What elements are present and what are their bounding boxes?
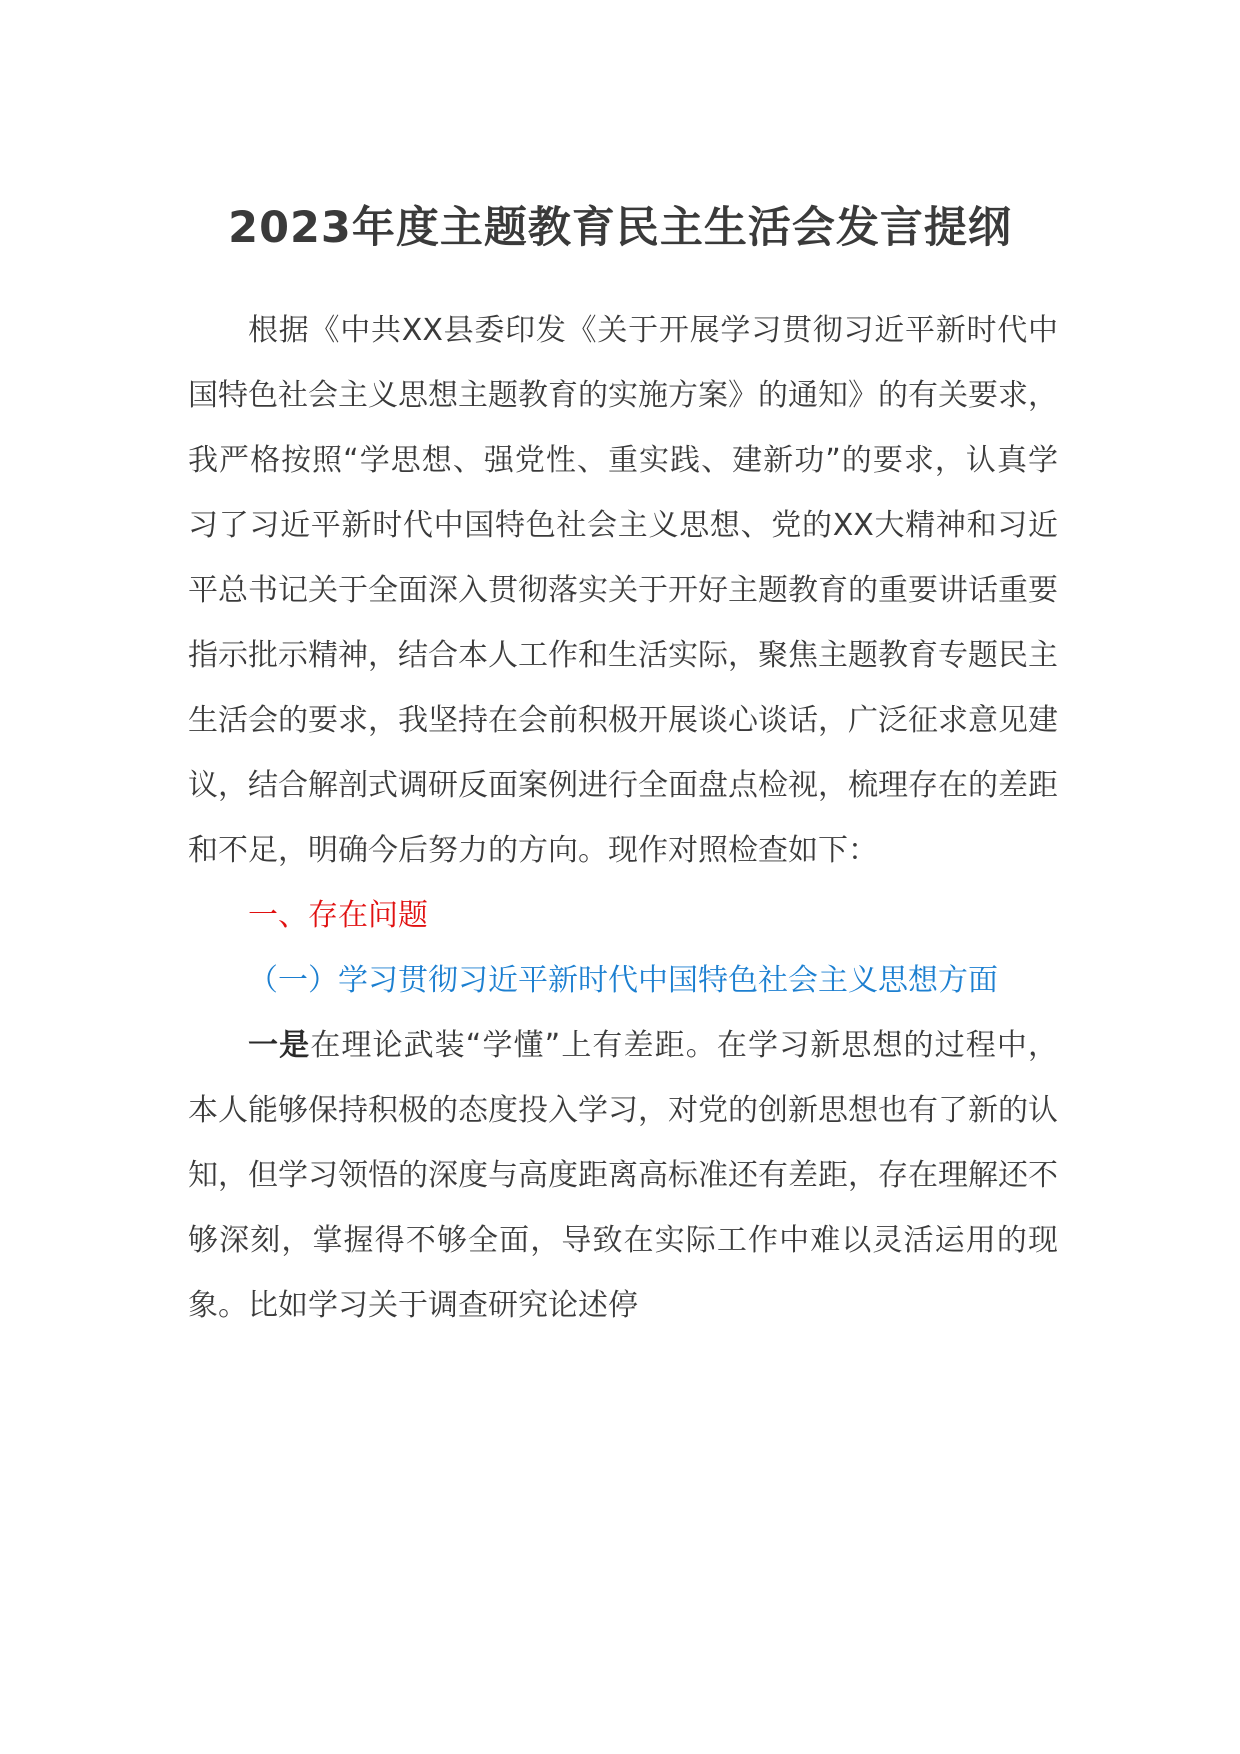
point-one-paragraph xyxy=(188,1013,1058,1338)
section-heading: 一、存在问题 xyxy=(248,898,428,933)
point-one-text: 在理论武装“学懂”上有差距。在学习新思想的过程中，本人能够保持积极的态度投入学习，对党的创新思想也有了新的认知，但学习领悟的深度与高度距离高标准还有差距，存在理解还不够深刻，掌握得不够全面，导致在实际工作中难以灵活运用的现象。比如学习关于调查研究论述停 xyxy=(188,1028,1059,1323)
intro-paragraph: 根据《中共XX县委印发《关于开展学习贯彻习近平新时代中国特色社会主义思想主题教育的实施方案》的通知》的有关要求，我严格按照“学思想、强党性、重实践、建新功”的要求，认真学习了习近平新时代中国特色社会主义思想、党的XX大精神和习近平总书记关于全面深入贯彻落实关于开好主题教育的重要讲话重要指示批示精神，结合本人工作和生活实际，聚焦主题教育专题民主生活会的要求，我坚持在会前积极开展谈心谈话，广泛征求意见建议，结合解剖式调研反面案例进行全面盘点检视，梳理存在的差距和不足，明确今后努力的方向。现作对照检查如下： xyxy=(188,313,1058,868)
document-body xyxy=(188,298,1058,1338)
point-one-lead: 一是 xyxy=(248,1028,311,1063)
subsection-heading: （一）学习贯彻习近平新时代中国特色社会主义思想方面 xyxy=(248,963,998,998)
document-title: 2023年度主题教育民主生活会发言提纲 xyxy=(228,203,1012,253)
